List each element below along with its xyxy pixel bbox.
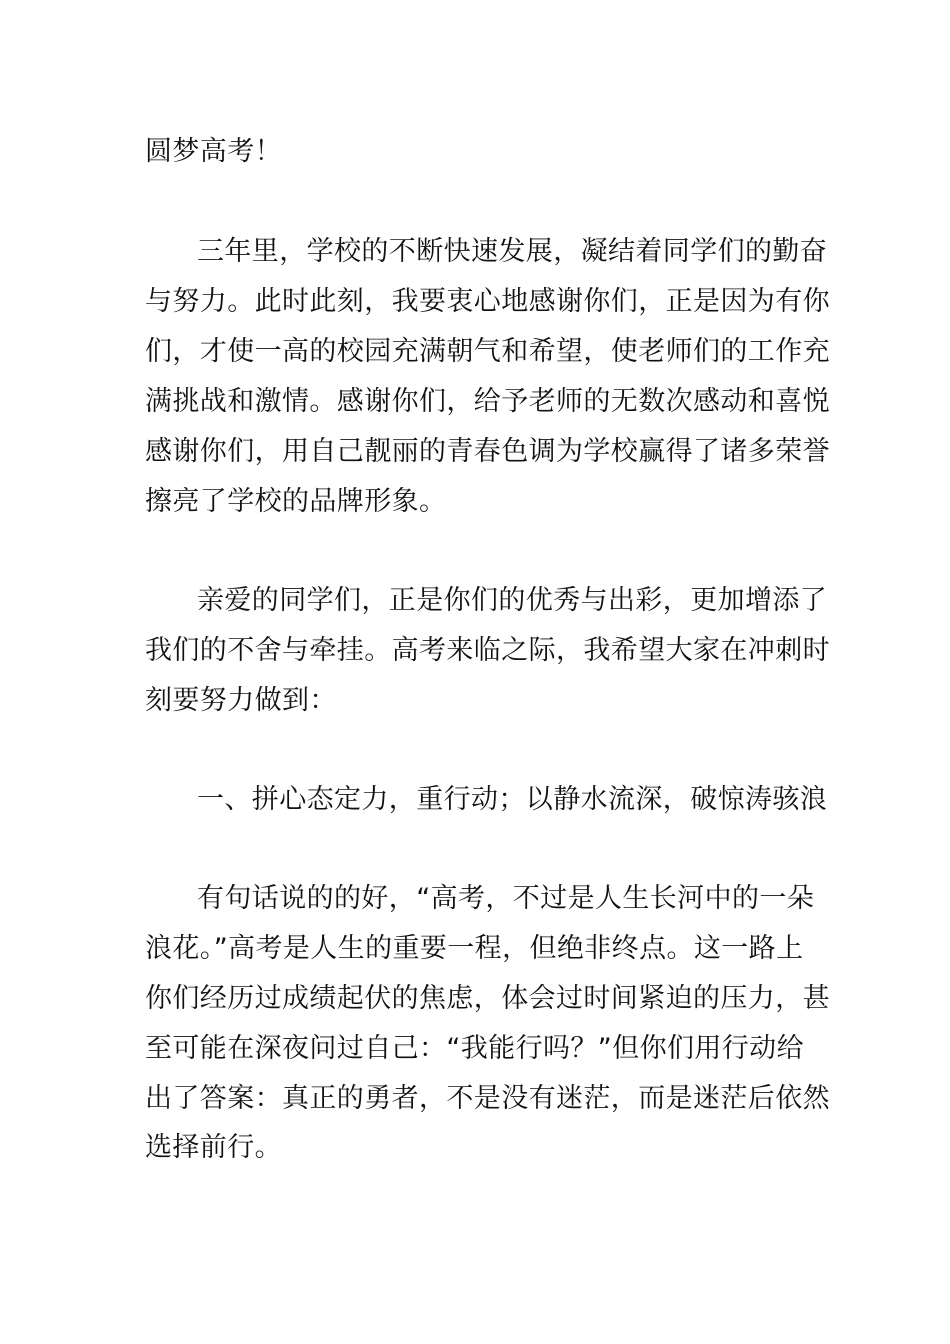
- text-line: 满挑战和激情。感谢你们，给予老师的无数次感动和喜悦: [145, 386, 830, 417]
- section-heading: 一、拼心态定力，重行动；以静水流深，破惊涛骇浪: [197, 784, 828, 815]
- text-line: 与努力。此时此刻，我要衷心地感谢你们，正是因为有你: [145, 286, 830, 317]
- paragraph-first-line: 有句话说的的好，“高考，不过是人生长河中的一朵: [197, 883, 815, 914]
- text-line: 选择前行。: [145, 1132, 282, 1163]
- text-line: 刻要努力做到：: [145, 685, 337, 716]
- text-line: 我们的不舍与牵挂。高考来临之际，我希望大家在冲刺时: [145, 635, 830, 666]
- text-line: 感谢你们，用自己靓丽的青春色调为学校赢得了诸多荣誉: [145, 436, 830, 467]
- text-line: 浪花。”高考是人生的重要一程，但绝非终点。这一路上: [145, 933, 804, 964]
- text-line: 擦亮了学校的品牌形象。: [145, 486, 447, 517]
- paragraph-first-line: 亲爱的同学们，正是你们的优秀与出彩，更加增添了: [197, 585, 828, 616]
- text-line: 们，才使一高的校园充满朝气和希望，使老师们的工作充: [145, 336, 830, 367]
- text-line: 至可能在深夜问过自己：“我能行吗？”但你们用行动给: [145, 1033, 804, 1064]
- text-line: 圆梦高考！: [145, 136, 282, 167]
- text-line: 你们经历过成绩起伏的焦虑，体会过时间紧迫的压力，甚: [145, 983, 830, 1014]
- text-line: 出了答案：真正的勇者，不是没有迷茫，而是迷茫后依然: [145, 1083, 830, 1114]
- paragraph-first-line: 三年里，学校的不断快速发展，凝结着同学们的勤奋: [197, 236, 828, 267]
